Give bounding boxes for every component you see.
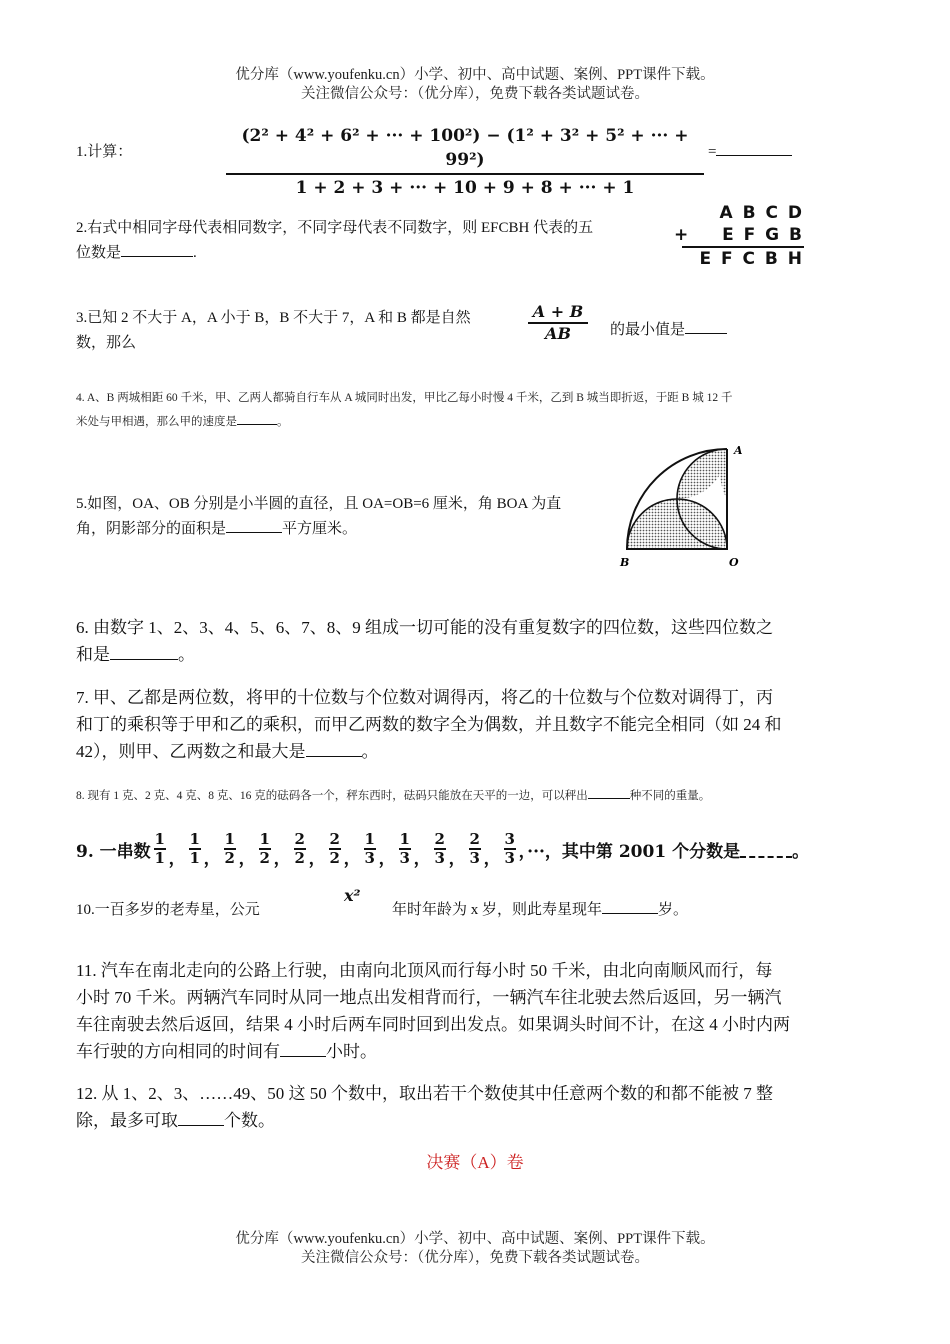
q1-fraction (226, 124, 704, 200)
q8-line-a: 8. 现有 1 克、2 克、4 克、8 克、16 克的砝码各一个，秤东西时，砝码只能放在天平的一边，可以秤出 (76, 790, 588, 802)
q4-line-2-text: 米处与甲相遇，那么甲的速度是 (76, 416, 237, 428)
header-line-2: 关注微信公众号：（优分库），免费下载各类试题试卷。 (301, 86, 649, 102)
q6-line-2 (76, 641, 896, 668)
q2-blank (121, 241, 193, 257)
q9-fraction (329, 831, 341, 867)
q1-answer (708, 140, 792, 165)
q5-line-1: 5.如图，OA、OB 分别是小半圆的直径，且 OA=OB=6 厘米，角 BOA 为直 (76, 496, 562, 512)
q10-part-2: 年时年龄为 x 岁，则此寿星现年 (392, 902, 603, 918)
q11-line-4 (76, 1038, 896, 1065)
q9-fraction (504, 831, 516, 867)
q9-fraction-denominator: 1 (154, 849, 165, 867)
q9-prefix: 9. 一串数 (76, 841, 151, 862)
q3-fraction (528, 302, 588, 344)
q9-fraction-numerator: 1 (364, 830, 375, 848)
q10-blank (602, 898, 658, 914)
q9-separator: ， (343, 848, 361, 869)
q2-line-2 (76, 241, 666, 266)
q9-fraction-denominator: 3 (399, 849, 410, 867)
q9-fraction-denominator: 3 (504, 849, 515, 867)
q10-rest (392, 898, 688, 923)
q3-tail-text: 的最小值是 (610, 322, 686, 338)
q11-line-2: 小时 70 千米。两辆汽车同时从同一地点出发相背而行，一辆汽车往北驶去然后返回，另一辆汽 (76, 988, 782, 1007)
q1-fraction-bar (226, 173, 704, 175)
q9-end: 。 (792, 841, 810, 862)
q9-fraction-numerator: 2 (469, 830, 480, 848)
q9-fraction (294, 831, 306, 867)
q1-blank (716, 140, 792, 156)
q4-line-1: 4. A、B 两城相距 60 千米，甲、乙两人都骑自行车从 A 城同时出发，甲比乙每小时慢 4 千米，乙到 B 城当即折返，于距 B 城 12 千 (76, 392, 733, 404)
q11-line-3: 车往南驶去然后返回，结果 4 小时后两车同时回到出发点。如果调头时间不计，在这 4 小时内两 (76, 1015, 790, 1034)
q10-part-1: 10.一百多岁的老寿星，公元 (76, 902, 260, 918)
q2-line-2-text: 位数是 (76, 245, 122, 261)
q11-blank (280, 1041, 326, 1057)
q9-separator: ， (273, 848, 291, 869)
q7-line-2: 和丁的乘积等于甲和乙的乘积，而甲乙两数的数字全为偶数，并且数字不能完全相同（如 24 和 (76, 715, 782, 734)
q11-line-1: 11. 汽车在南北走向的公路上行驶，由南向北顶风而行每小时 50 千米，由北向南顺风而行，每 (76, 961, 773, 980)
q9-fraction-numerator: 1 (154, 830, 165, 848)
q4-text (76, 386, 886, 434)
q9-fraction (364, 831, 376, 867)
q3-line-1: 3.已知 2 不大于 A，A 小于 B，B 不大于 7，A 和 B 都是自然 (76, 310, 471, 326)
q7-text (76, 684, 896, 765)
footer-line-2: 关注微信公众号：（优分库），免费下载各类试题试卷。 (301, 1250, 649, 1266)
q12-blank (178, 1110, 224, 1126)
q9-fraction (469, 831, 481, 867)
q9-fraction-denominator: 3 (469, 849, 480, 867)
q5-label-b: B (620, 556, 630, 569)
q9-fraction (154, 831, 166, 867)
q7-line-3-a: 42），则甲、乙两数之和最大是 (76, 742, 306, 761)
q9-fraction (259, 831, 271, 867)
q9-fraction (224, 831, 236, 867)
q9-fraction-numerator: 2 (294, 830, 305, 848)
q9-fractions (151, 830, 519, 869)
q2-addend-1: A B C D (719, 203, 804, 223)
q1-denominator: 1 + 2 + 3 + ··· + 10 + 9 + 8 + ··· + 1 (295, 178, 635, 198)
q5-label-o: O (729, 556, 739, 569)
q9-fraction-numerator: 1 (399, 830, 410, 848)
q12-text (76, 1080, 896, 1134)
q7-line-3 (76, 738, 896, 765)
q12-line-2-b: 个数。 (224, 1111, 275, 1130)
q2-addition-puzzle (668, 202, 804, 270)
q2-line-2-end: . (193, 245, 197, 261)
q3-tail (610, 318, 727, 343)
q9-separator: ， (413, 848, 431, 869)
q9-fraction-numerator: 1 (189, 830, 200, 848)
page-footer (0, 1230, 950, 1268)
q8-line-b: 种不同的重量。 (629, 790, 711, 802)
q9-fraction-denominator: 2 (259, 849, 270, 867)
q3-frac-denominator: AB (545, 324, 571, 343)
q11-line-4-a: 车行驶的方向相同的时间有 (76, 1042, 280, 1061)
q9-fraction-denominator: 2 (294, 849, 305, 867)
q12-line-1: 12. 从 1、2、3、……49、50 这 50 个数中，取出若干个数使其中任意两个数的和都不能被 7 整 (76, 1084, 773, 1103)
q7-line-1: 7. 甲、乙都是两位数，将甲的十位数与个位数对调得丙，将乙的十位数与个位数对调得丁，丙 (76, 688, 773, 707)
q1-equals: = (708, 144, 717, 160)
q9-suffix: ，···，其中第 2001 个分数是 (518, 841, 741, 862)
q9-fraction-denominator: 3 (364, 849, 375, 867)
q2-text (76, 216, 666, 266)
q10-expression: x² (344, 886, 361, 905)
q7-blank (306, 741, 362, 757)
q8-text (76, 784, 896, 808)
q8-blank (588, 787, 630, 799)
q2-line-1: 2.右式中相同字母代表相同数字，不同字母代表不同数字，则 EFCBH 代表的五 (76, 220, 594, 236)
q9-fraction-numerator: 2 (434, 830, 445, 848)
q3-blank (685, 318, 727, 334)
q5-line-2-a: 角，阴影部分的面积是 (76, 521, 227, 537)
q11-text (76, 957, 896, 1065)
q4-line-2 (76, 410, 886, 434)
q2-addend-2-row (668, 224, 804, 246)
q1-numerator: (2² + 4² + 6² + ··· + 100²) − (1² + 3² + 5² + ··· + 99²) (241, 126, 689, 170)
q12-line-2 (76, 1107, 896, 1134)
q2-sum: E F C B H (699, 249, 804, 269)
q6-blank (110, 644, 178, 660)
q12-line-2-a: 除，最多可取 (76, 1111, 178, 1130)
q6-text (76, 614, 896, 668)
q9-fraction-denominator: 1 (189, 849, 200, 867)
q3-line-2: 数，那么 (76, 335, 137, 351)
q9-fraction-denominator: 2 (224, 849, 235, 867)
q3-text (76, 306, 536, 356)
q2-addend-2: E F G B (722, 225, 804, 245)
q4-blank (237, 413, 277, 425)
q9-separator: ， (308, 848, 326, 869)
q9-separator: ， (378, 848, 396, 869)
q9-separator: ， (168, 848, 186, 869)
q9-separator: ， (483, 848, 501, 869)
q9-separator: ， (203, 848, 221, 869)
q6-line-2-b: 。 (178, 645, 195, 664)
q9-separator: ， (448, 848, 466, 869)
q1-label: 1.计算： (76, 144, 133, 160)
q9-fraction-numerator: 1 (224, 830, 235, 848)
q9-fraction (189, 831, 201, 867)
q11-line-4-b: 小时。 (326, 1042, 377, 1061)
q4-line-2-end: 。 (277, 416, 289, 428)
q9-fraction-numerator: 2 (329, 830, 340, 848)
q3-frac-numerator: A + B (532, 302, 584, 321)
q5-label-a: A (734, 444, 743, 457)
q7-line-3-b: 。 (361, 742, 379, 761)
q9-fraction-numerator: 1 (259, 830, 270, 848)
q9-fraction-numerator: 3 (504, 830, 515, 848)
page-header (0, 66, 950, 104)
q5-blank (226, 517, 282, 533)
q9-separator: ， (238, 848, 256, 869)
q9-fraction-denominator: 3 (434, 849, 445, 867)
q2-plus-sign: + (674, 225, 691, 245)
q6-line-2-a: 和是 (76, 645, 110, 664)
header-line-1: 优分库（www.youfenku.cn）小学、初中、高中试题、案例、PPT课件下载。 (235, 67, 715, 83)
q5-figure (612, 436, 752, 572)
q5-shaded-lens-top (677, 449, 727, 499)
q9-fraction-denominator: 2 (329, 849, 340, 867)
q9-fraction (399, 831, 411, 867)
q5-line-2 (76, 517, 624, 542)
q9-sequence (76, 826, 876, 872)
section-title: 决赛（A）卷 (426, 1153, 524, 1172)
q9-blank (740, 841, 792, 858)
q5-line-2-b: 平方厘米。 (282, 521, 358, 537)
q9-fraction (434, 831, 446, 867)
footer-line-1: 优分库（www.youfenku.cn）小学、初中、高中试题、案例、PPT课件下载。 (235, 1231, 715, 1247)
q5-text (76, 492, 624, 542)
q6-line-1: 6. 由数字 1、2、3、4、5、6、7、8、9 组成一切可能的没有重复数字的四位数，这些四位数之 (76, 618, 773, 637)
q10-part-3: 岁。 (658, 902, 689, 918)
